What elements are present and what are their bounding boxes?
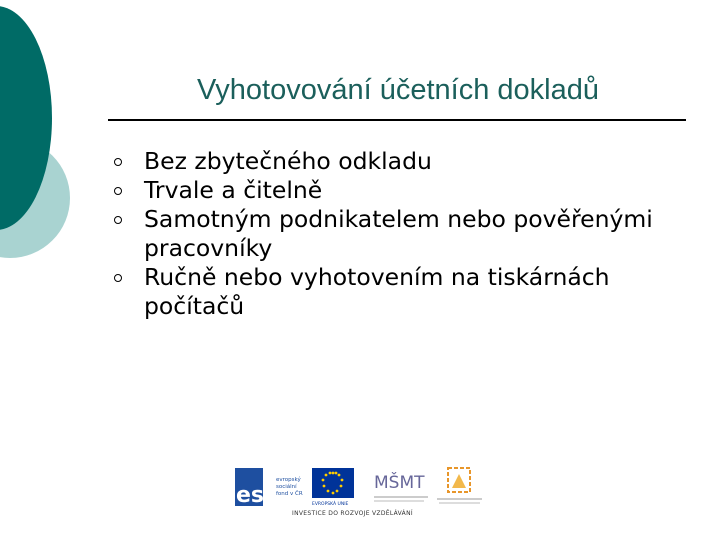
hollow-circle-icon (114, 274, 122, 282)
list-item (110, 176, 670, 205)
esf-logo (235, 468, 303, 508)
esf-sub-3: fond v ČR (276, 491, 303, 497)
list-item-text: Trvale a čitelně (144, 176, 323, 204)
msmt-logo (374, 471, 428, 501)
list-item (110, 263, 670, 321)
hollow-circle-icon (114, 187, 122, 195)
bullet-list (110, 147, 670, 321)
msmt-text: MŠMT (374, 473, 425, 493)
teal-circle-decoration (0, 0, 120, 300)
list-item-text: Bez zbytečného odkladu (144, 147, 432, 175)
page-title: Vyhotovování účetních dokladů (197, 74, 599, 106)
op-vk-logo (437, 468, 482, 503)
esf-logo-text: esf (236, 483, 274, 508)
hollow-circle-icon (114, 158, 122, 166)
list-item-text: Ručně nebo vyhotovením na tiskárnách počítačů (144, 263, 610, 320)
footer-caption: INVESTICE DO ROZVOJE VZDĚLÁVÁNÍ (292, 510, 413, 517)
title-divider (108, 119, 686, 121)
list-item (110, 205, 670, 263)
hollow-circle-icon (114, 216, 122, 224)
esf-sub-2: sociální (276, 484, 297, 490)
list-item (110, 147, 670, 176)
esf-sub-1: evropský (276, 477, 301, 483)
eu-label: EVROPSKÁ UNIE (312, 502, 349, 507)
list-item-text: Samotným podnikatelem nebo pověřenými pracovníky (144, 205, 653, 262)
eu-flag-logo (312, 468, 354, 507)
